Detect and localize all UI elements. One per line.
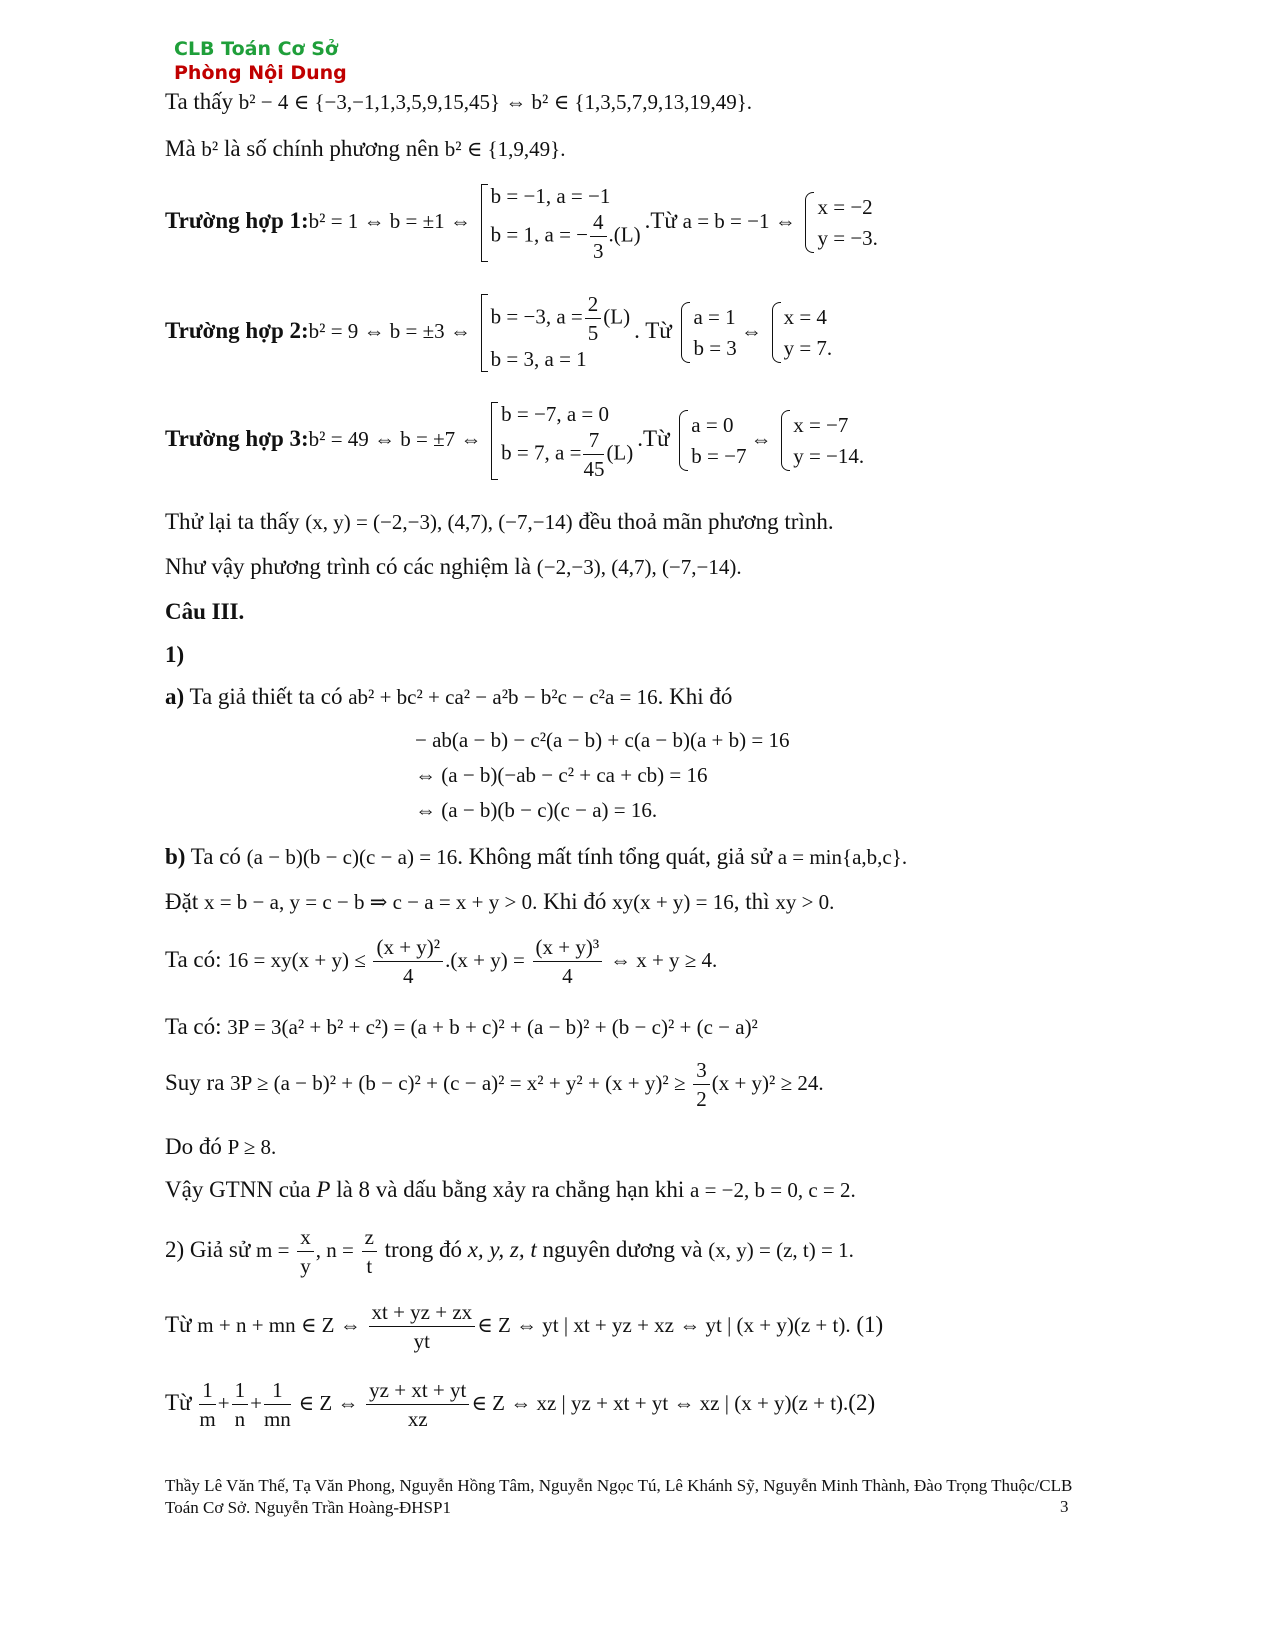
line-b-squared-set: Ta thấy b² − 4 ∈ {−3,−1,1,3,5,9,15,45} ⇔ b² ∈ {1,3,5,7,9,13,19,49}. <box>165 89 753 114</box>
line-3p-identity: Ta có: 3P = 3(a² + b² + c²) = (a + b + c)² + (a − b)² + (b − c)² + (c − a)² <box>165 1014 758 1039</box>
line-do-do: Do đó P ≥ 8. <box>165 1134 277 1159</box>
footer-authors: Thầy Lê Văn Thế, Tạ Văn Phong, Nguyễn Hồng Tâm, Nguyễn Ngọc Tú, Lê Khánh Sỹ, Nguyễn Minh Thành, Đào Trọng Thuộc/CLB Toán Cơ Sở. Nguyễn Trần Hoàng-ĐHSP1 <box>165 1476 1073 1517</box>
part-1: 1) <box>165 642 185 667</box>
case-3: Trường hợp 3:b² = 49 ⇔ b = ±7 ⇔ b = −7, a = 0 b = 7, a = $\frac{7}{45}$ (L) .Từ a = 0 b = −7 ⇔ x = −7 y = −14. <box>165 402 865 482</box>
eq-line-1: − ab(a − b) − c²(a − b) + c(a − b)(a + b) = 16 <box>415 728 790 752</box>
case2-system-ab: a = 1 b = 3 <box>681 302 736 363</box>
case2-bracket: b = −3, a = $\frac{2}{5}$ (L) b = 3, a = 1 <box>481 292 630 374</box>
line-substitution: Đặt x = b − a, y = c − b ⇒ c − a = x + y > 0. Khi đó xy(x + y) = 16, thì xy > 0. <box>165 889 835 914</box>
line-tu-2: Từ $\frac{1}{m}$ + $\frac{1}{n}$ + $\frac{1}{mn}$ ∈ Z ⇔ $\frac{yz + xt + yt}{xz}$ ∈ Z ⇔ xz | yz + xt + yt ⇔ xz | (x + y)(z + t).(2) <box>165 1378 876 1432</box>
case3-system-xy: x = −7 y = −14. <box>781 410 864 471</box>
case1-bracket: b = −1, a = −1 b = 1, a = − $\frac{4}{3}$ .(L) <box>481 182 641 264</box>
line-suy-ra: Suy ra 3P ≥ (a − b)² + (b − c)² + (c − a)² = x² + y² + (x + y)² ≥ $\frac{3}{2}$ (x + y)² ≥ 24. <box>165 1058 824 1112</box>
page-number: 3 <box>1060 1497 1069 1516</box>
club-name: CLB Toán Cơ Sở <box>174 38 338 60</box>
part-a: a) Ta giả thiết ta có ab² + bc² + ca² − a²b − b²c − c²a = 16. Khi đó <box>165 684 733 709</box>
case2-system-xy: x = 4 y = 7. <box>772 302 833 363</box>
eq-line-2: ⇔ (a − b)(−ab − c² + ca + cb) = 16 <box>415 763 708 787</box>
case3-system-ab: a = 0 b = −7 <box>679 410 746 471</box>
line-check: Thử lại ta thấy (x, y) = (−2,−3), (4,7), (−7,−14) đều thoả mãn phương trình. <box>165 509 834 534</box>
line-min-value: Vậy GTNN của P là 8 và dấu bằng xảy ra chẳng hạn khi a = −2, b = 0, c = 2. <box>165 1177 856 1202</box>
part-b: b) Ta có (a − b)(b − c)(c − a) = 16. Không mất tính tổng quát, giả sử a = min{a,b,c}. <box>165 844 908 869</box>
line-inequality-1: Ta có: 16 = xy(x + y) ≤ $\frac{\text{(x + y)²}}{4}$ .(x + y) = $\frac{\text{(x + y)³}}{4}$ ⇔ x + y ≥ 4. <box>165 935 718 989</box>
section-cau-iii: Câu III. <box>165 599 245 624</box>
eq-line-3: ⇔ (a − b)(b − c)(c − a) = 16. <box>415 798 658 822</box>
line-tu-1: Từ m + n + mn ∈ Z ⇔ $\frac{xt + yz + zx}{yt}$ ∈ Z ⇔ yt | xt + yz + xz ⇔ yt | (x + y)(z + t). (1) <box>165 1300 884 1354</box>
case-1: Trường hợp 1:b² = 1 ⇔ b = ±1 ⇔ b = −1, a = −1 b = 1, a = − $\frac{4}{3}$ .(L) .Từ a = b = −1 ⇔ x = −2 y = −3. <box>165 184 878 264</box>
part-2: 2) Giả sử m = $\frac{x}{y}$ , n = $\frac{z}{t}$ trong đó x, y, z, t nguyên dương và (x, y) = (z, t) = 1. <box>165 1225 854 1279</box>
line-perfect-square: Mà b² là số chính phương nên b² ∈ {1,9,49}. <box>165 136 566 161</box>
line-conclusion: Như vậy phương trình có các nghiệm là (−2,−3), (4,7), (−7,−14). <box>165 554 742 579</box>
department-name: Phòng Nội Dung <box>174 62 347 84</box>
case3-bracket: b = −7, a = 0 b = 7, a = $\frac{7}{45}$ (L) <box>491 400 633 482</box>
case-2: Trường hợp 2:b² = 9 ⇔ b = ±3 ⇔ b = −3, a = $\frac{2}{5}$ (L) b = 3, a = 1 . Từ a = 1 b = 3 ⇔ x = 4 y = 7. <box>165 292 836 374</box>
case1-system: x = −2 y = −3. <box>805 192 877 253</box>
